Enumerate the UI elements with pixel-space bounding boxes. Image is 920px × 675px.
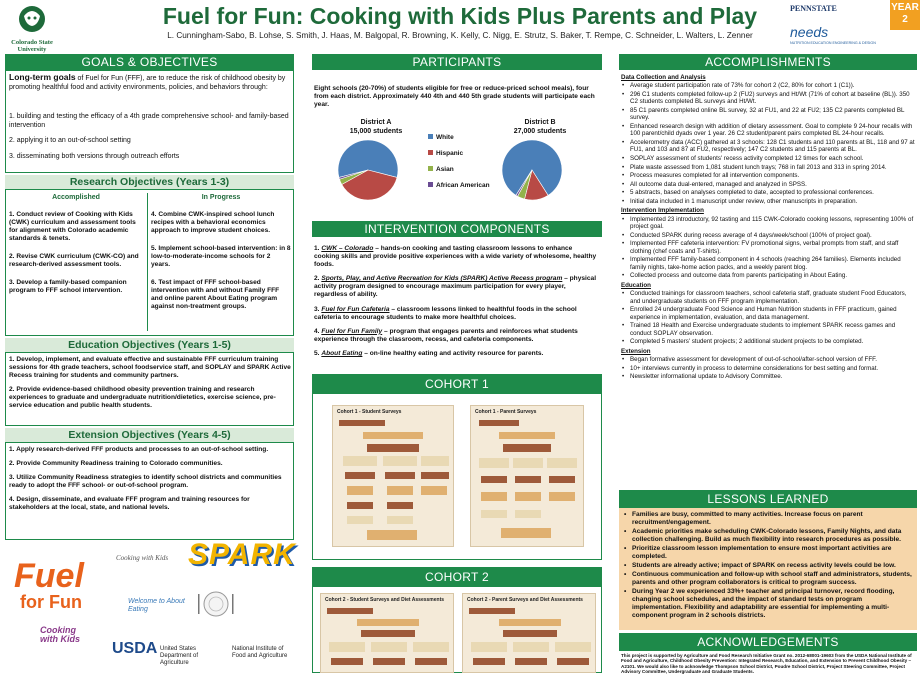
legend-label: Asian [436,166,454,173]
accomp-item: • Process measures completed for all intervention components. [621,172,915,179]
flow-box [385,472,415,479]
flow-box [499,619,561,626]
intervention-item [314,306,598,322]
research-col2-head: In Progress [201,194,241,201]
legend-label: African American [436,182,490,189]
accomp-section-title: Intervention Implementation [621,207,704,215]
flow-box [549,476,575,483]
flow-box [347,486,373,495]
year-badge: YEAR 2 [890,0,920,30]
accomp-section-title: Extension [621,347,651,355]
intervention-name: Sports, Play, and Active Recreation for Kids (SPARK) Active Recess program [321,275,563,283]
legend-item-african-american [428,182,498,198]
legend-swatch [428,150,433,155]
flow-box [479,458,509,468]
flow-box [363,432,423,439]
intervention-list [314,245,598,358]
flow-box [413,642,449,652]
cohort1-parent-title: Cohort 1 - Parent Surveys [475,409,537,415]
goals-item: 1. building and testing the efficacy of a 4th grade comprehensive school- and family-based intervention [9,113,289,129]
flow-box [503,630,557,637]
lesson-item: • During Year 2 we experienced 33%+ teacher and principal turnover, record flooding, changing school schedules, and the impact of standard tests on program implementation. Flexibility and adaptability are essential for implementing a multi-component program in 2 schools districts. [623,588,913,620]
plate-icon [196,590,236,623]
education-item: 2. Provide evidence-based childhood obesity prevention training and research experiences to graduate and undergraduate nutrition/dietetics, exercise science, pre-service education and public health students. [9,386,276,409]
ram-icon [10,4,54,34]
lessons-heading: LESSONS LEARNED [619,490,917,508]
accomp-item: • SOPLAY assessment of students' recess activity completed 12 times for each school. [621,155,915,162]
flow-box [547,458,577,468]
cohort2-student-diagram [320,593,454,673]
accomp-item: • Plate waste assessed from 1,081 student lunch trays; 768 in fall 2013 and 313 in spring 2014. [621,164,915,171]
usda-logo: USDA [112,640,158,657]
flow-box [383,456,417,466]
legend-item-hispanic [428,150,498,166]
goals-lead [9,73,290,93]
needs-subtitle: NUTRITION EDUCATION ENGINEERING & DESIGN [790,41,876,45]
flow-box [501,528,551,538]
flow-box [421,486,447,495]
flow-box [339,420,385,426]
research-item: 1. Conduct review of Cooking with Kids (CWK) curriculum and assessment tools for alignment with Colorado academic standards & tenets. [9,211,136,242]
intervention-num: 4. [314,327,320,335]
accomp-item: • Accelerometry data (ACC) gathered at 3 schools: 128 C1 students and 110 parents at BL, 118 and 97 at FU1, and 103 and 87 at FU2, respectively; 147 C2 students and 115 parents at BL. [621,139,915,154]
intervention-item [314,245,598,269]
flow-box [469,608,515,614]
cohort2-parent-title: Cohort 2 - Parent Surveys and Diet Assessments [467,597,583,603]
flow-box [361,630,415,637]
goals-item: 3. disseminating both versions through outreach efforts [9,152,180,160]
legend-label: Hispanic [436,150,464,157]
pie-legend [428,134,498,198]
education-item: 1. Develop, implement, and evaluate effective and sustainable FFF curriculum training sessions for 4th grade teachers, school foodservice staff, and SOPLAY and SPARK Active Recess training for students and community partners. [9,356,291,379]
district-b-count: 27,000 students [513,127,567,135]
cohort2-parent-diagram [462,593,596,673]
goals-list [9,113,289,168]
accomp-item: • Implemented 23 introductory, 92 tasting and 115 CWK-Colorado cooking lessons, representing 100% of project goal. [621,216,915,231]
research-item: 5. Implement school-based intervention: in 8 low-to-moderate-income schools for 2 years. [151,245,291,268]
legend-label: White [436,134,454,141]
intervention-heading: INTERVENTION COMPONENTS [312,221,602,237]
intervention-text: – on-line healthy eating and activity resource for parents. [362,349,544,357]
accomp-item: • Enrolled 24 undergraduate Food Science and Human Nutrition students in FFF practicum, gained experience in implementation, evaluation, and data management. [621,306,915,321]
goals-heading: GOALS & OBJECTIVES [5,54,294,70]
extension-item: 2. Provide Community Readiness training to Colorado communities. [9,460,223,467]
district-b-pie [500,138,564,202]
district-a-pie [336,138,400,202]
accomp-item: • Began formative assessment for development of out-of-school/after-school version of FFF. [621,356,915,363]
accomp-item: • Initial data included in 1 manuscript under review, other manuscripts in preparation. [621,198,915,205]
poster-authors: L. Cunningham-Sabo, B. Lohse, S. Smith, J. Haas, M. Balgopal, R. Browning, K. Kelly, C. Nigg, E. Strutz, S. Baker, T. Rempe, C. Schneider, L. Walters, L. Zenner [167,31,753,40]
goals-lead-bold: Long-term goals [9,72,76,82]
flow-box [473,658,505,665]
extension-heading: Extension Objectives (Years 4-5) [5,428,294,442]
flow-box [513,458,543,468]
flow-box [557,658,589,665]
flow-box [329,642,365,652]
poster-title: Fuel for Fun: Cooking with Kids Plus Parents and Play [162,3,758,29]
fuel-for-fun-logo [14,557,104,612]
cohort2-heading: COHORT 2 [312,567,602,587]
flow-box [549,492,575,501]
fuel-logo-line1: Fuel [14,557,84,595]
research-divider [147,193,148,331]
csu-logo-text: Colorado State University [11,39,53,53]
intervention-item [314,275,598,299]
cohort2-student-title: Cohort 2 - Student Surveys and Diet Assessments [325,597,445,603]
flow-box [499,432,555,439]
flow-box [421,456,449,466]
flow-box [343,456,377,466]
intervention-num: 3. [314,305,320,313]
flow-box [415,658,447,665]
about-eating-logo: Welcome to About Eating [128,598,185,613]
flow-box [367,530,417,540]
education-heading: Education Objectives (Years 1-5) [5,338,294,352]
flow-box [331,658,363,665]
flow-box [327,608,373,614]
research-item: 3. Develop a family-based companion program to FFF school intervention. [9,279,127,294]
participants-text: Eight schools (20-70%) of students eligible for free or reduce-priced school meals), four from each district. Approximately 440 4th and 440 5th grade students will participate each year. [314,85,595,108]
lesson-item: • Families are busy, committed to many activities. Increase focus on parent recruitment/engagement. [623,511,913,527]
flow-box [515,510,541,518]
flow-box [421,472,449,479]
cohort1-parent-diagram [470,405,584,547]
legend-item-asian [428,166,498,182]
research-col2 [151,211,291,318]
flow-box [479,420,519,426]
lesson-item: • Continuous communication and follow-up with school staff and administrators, students, parents and other program collaborators is critical to program success. [623,571,913,587]
flow-box [373,658,405,665]
intervention-text: – program that engages parents and reinforces what students experience through the classroom, recess, and cafeteria components. [314,327,578,343]
flow-box [481,510,507,518]
intervention-num: 5. [314,349,320,357]
district-b-title [500,119,580,136]
cwk-small-logo: Cooking with Kids [116,554,169,562]
intervention-text: – classroom lessons linked to healthful foods in the school cafeteria to encourage students to make more healthful choices. [314,305,577,321]
accomp-item: • Collected process and outcome data from parents participating in About Eating. [621,272,915,279]
nifa-text: National Institute of Food and Agriculture [232,646,288,659]
flow-box [387,502,413,509]
extension-item: 3. Utilize Community Readiness strategies to identify school districts and communities ready to adopt the FFF school- or out-of-school program. [9,474,282,489]
intervention-text: – physical activity program designed to encourage maximum participation for every player, regardless of ability. [314,275,597,299]
flow-box [371,642,407,652]
flow-box [345,472,375,479]
flow-box [357,619,419,626]
cohort1-heading: COHORT 1 [312,374,602,394]
flow-box [503,444,551,452]
intervention-name: CWK – Colorado [321,245,374,252]
flow-box [555,642,591,652]
intervention-item [314,350,598,358]
accomp-item: • Implemented FFF family-based component in 4 schools (reaching 264 families). Elements included family nights, take-home action packs, and a weekly parent blog. [621,256,915,271]
goals-lead-text: of Fuel for Fun (FFF), are to reduce the risk of childhood obesity by promoting healthful food and activity environments, policies, and behaviors through: [9,75,286,91]
csu-logo [10,4,54,53]
research-col1-head: Accomplished [52,194,100,201]
lesson-item: • Academic priorities make scheduling CWK-Colorado lessons, Family Nights, and data collection challenging. Build as much flexibility into research procedures as possible. [623,528,913,544]
fuel-logo-line2: for Fun [20,592,82,612]
intervention-name: Fuel for Fun Family [321,327,383,335]
usda-dept-text: United States Department of Agriculture [160,646,199,666]
accomp-item: • Conducted SPARK during recess average of 4 days/week/school (100% of project goal). [621,232,915,239]
flow-box [387,516,413,524]
district-a-label: District A [360,119,392,126]
research-heading: Research Objectives (Years 1-3) [5,175,294,189]
intervention-item [314,328,598,344]
accomp-item: • 5 abstracts, based on analyses completed to date, accepted to professional conferences. [621,189,915,196]
accomp-section-title: Education [621,281,651,289]
extension-item: 4. Design, disseminate, and evaluate FFF program and training resources for stakeholders at the local, state, and national levels. [9,496,250,511]
intervention-text: – hands-on cooking and tasting classroom lessons to enhance cooking skills and provide positive experiences with a wide variety of wholesome, healthy foods. [314,245,597,269]
flow-box [515,658,547,665]
research-col1 [9,211,143,302]
extension-item: 1. Apply research-derived FFF products and processes to an out-of-school setting. [9,446,269,453]
lesson-item: • Prioritize classroom lesson implementation to ensure most important activities are completed. [623,545,913,561]
research-item: 4. Combine CWK-inspired school lunch recipes with a behavioral economics approach to improve student choices. [151,211,275,234]
flow-box [347,516,373,524]
acknowledgements-heading: ACKNOWLEDGEMENTS [619,633,917,651]
goals-item: 2. applying it to an out-of-school setting [9,137,131,145]
flow-box [515,492,541,501]
intervention-num: 1. [314,245,320,252]
legend-swatch [428,134,433,139]
district-a-title [336,119,416,136]
flow-box [513,642,549,652]
intervention-num: 2. [314,275,320,283]
needs-logo: needs [790,24,829,40]
pennstate-logo: PENNSTATE [790,4,837,13]
accomp-section-title: Data Collection and Analysis [621,74,706,81]
intervention-name: Fuel for Fun Cafeteria [321,305,390,313]
district-b-label: District B [524,119,556,126]
legend-swatch [428,182,433,187]
district-a-count: 15,000 students [349,127,403,135]
accomplishments-heading: ACCOMPLISHMENTS [619,54,917,70]
flow-box [515,476,541,483]
cwk-logo: Cooking with Kids [40,625,80,644]
cohort1-student-diagram [332,405,454,547]
cohort1-student-title: Cohort 1 - Student Surveys [337,409,402,415]
accomp-item: • Enhanced research design with addition of dietary assessment. Goal to complete 9 24-hour recalls with 100 parent/child dyads over 1 year. 26 C2 student/parent pairs completed BL 24-hour recalls. [621,123,915,138]
legend-swatch [428,166,433,171]
flow-box [387,486,413,495]
lesson-item: • Students are already active; impact of SPARK on recess activity levels could be low. [623,562,913,570]
flow-box [471,642,507,652]
legend-item-white [428,134,498,150]
accomplishments-body [621,72,915,382]
acknowledgements-text: This project is supported by Agriculture and Food Research Initiative Grant no. 2012-68001-19603 from the USDA National Institute of Food and Agriculture, Childhood Obesity Prevention: Integrated Research, Education, and Extension to Prevent Childhood Obesity – A2101. We would also like to acknowledge Thompson School District, Poudre School District, Project Steering Committee, Project Advisory Committee, Undergraduate and Graduate Students. [621,653,912,675]
research-item: 2. Revise CWK curriculum (CWK-CO) and research-derived assessment tools. [9,253,139,268]
accomp-item: • All outcome data dual-entered, managed and analyzed in SPSS. [621,181,915,188]
accomp-item: • 10+ interviews currently in process to determine considerations for best setting and format. [621,365,915,372]
accomp-item: • Completed 5 masters' student projects; 2 additional student projects to be completed. [621,338,915,345]
extension-list [9,446,291,519]
accomp-item: • Average student participation rate of 73% for cohort 2 (C2, 80% for cohort 1 (C1)). [621,82,915,89]
accomp-item: • Trained 18 Health and Exercise undergraduate students to implement SPARK recess games and conduct SOPLAY observation. [621,322,915,337]
accomp-item: • 296 C1 students completed follow-up 2 (FU2) surveys and Ht/Wt (71% of cohort at baseline (BL)). 350 C2 students completed BL surveys and Ht/Wt. [621,91,915,106]
flow-box [367,444,419,452]
participants-heading: PARTICIPANTS [312,54,602,70]
lessons-list [623,511,913,621]
accomp-item: • Implemented FFF cafeteria intervention: FV promotional signs, verbal prompts from staff, and staff clothing (chef coats and T-shirts). [621,240,915,255]
education-list [9,356,291,417]
accomp-item: • Conducted trainings for classroom teachers, school cafeteria staff, graduate student Food Educators, and undergraduate students on FFF program implementation. [621,290,915,305]
intervention-name: About Eating [321,349,363,357]
flow-box [481,492,507,501]
spark-logo: SPARK [188,538,296,571]
research-item: 6. Test impact of FFF school-based intervention with and without Family FFF and online parent About Eating program against non-treatment groups. [151,279,280,310]
accomp-item: • Newsletter informational update to Advisory Committee. [621,373,915,380]
flow-box [347,502,373,509]
accomp-item: • 85 C1 parents completed online BL survey, 32 at FU1, and 22 at FU2; 135 C2 parents completed BL survey. [621,107,915,122]
flow-box [481,476,507,483]
